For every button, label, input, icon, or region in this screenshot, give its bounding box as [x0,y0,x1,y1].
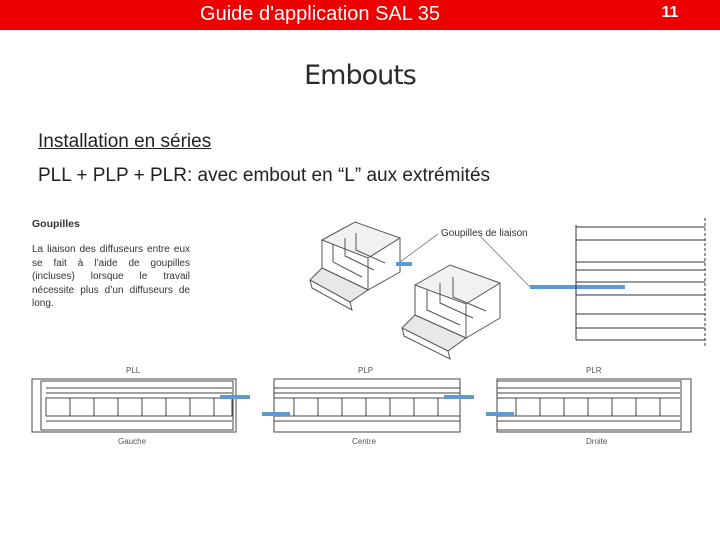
label-plr: PLR [586,366,602,375]
note-title: Goupilles [32,218,80,230]
profile-drawings [32,379,691,432]
note-text: La liaison des diffuseurs entre eux se fait à l’aide de goupilles (incluses) lorsque le travail nécessite plus d’un diffuseurs de long. [32,244,190,309]
page-number: 11 [661,4,679,21]
label-pll: PLL [126,366,141,375]
label-gauche: Gauche [118,437,147,446]
label-centre: Centre [352,437,377,446]
header-title: Guide d'application SAL 35 [200,3,440,25]
isometric-diffusers [310,222,530,359]
subtitle-installation: Installation en séries [38,131,212,152]
callout-label: Goupilles de liaison [441,228,528,239]
description-line: PLL + PLP + PLR: avec embout en “L” aux extrémités [38,165,491,186]
label-plp: PLP [358,366,374,375]
section-view [576,218,705,346]
label-droite: Droite [586,437,608,446]
slide-title: Embouts [304,60,416,91]
